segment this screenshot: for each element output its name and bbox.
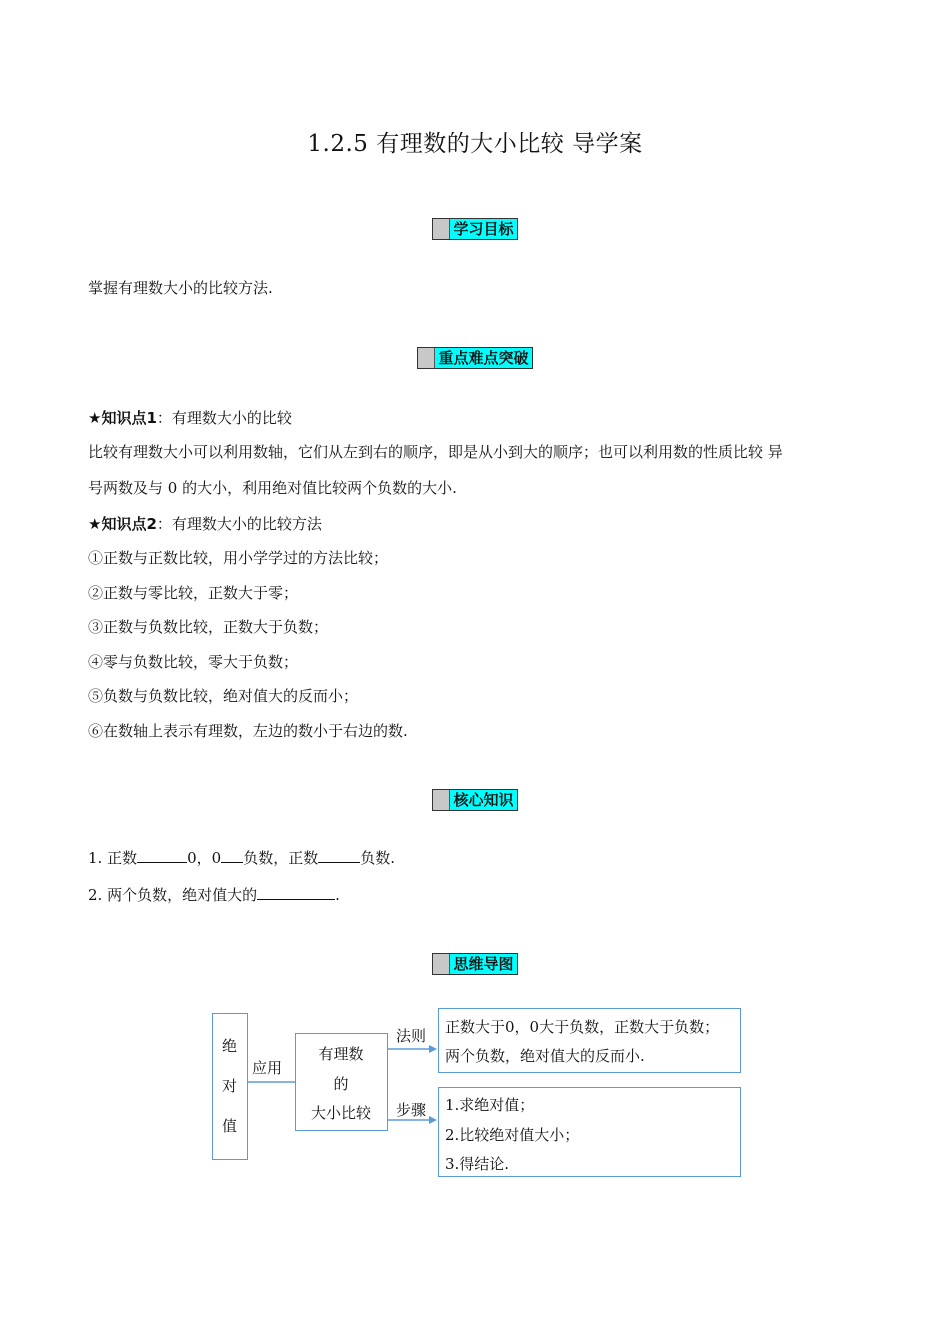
arrow-head-icon [429,1116,437,1124]
kp2-item: ④零与负数比较，零大于负数； [88,653,299,671]
section-core-label: 核心知识 [450,790,516,810]
kp1-label: ★知识点1 [88,409,157,427]
kp2-item: ⑥在数轴上表示有理数，左边的数小于右边的数. [88,722,408,740]
mindmap-steps-box [438,1087,741,1177]
kp2-title: ：有理数大小的比较方法 [156,515,322,533]
center-line: 有理数 [318,1045,364,1063]
q1-text: 负数，正数 [243,849,319,867]
step-label: 步骤 [396,1101,427,1119]
q1-text: 负数. [360,849,395,867]
arrow-head-icon [429,1045,437,1053]
goals-text: 掌握有理数大小的比较方法. [88,279,273,297]
kp2-item: ①正数与正数比较，用小学学过的方法比较； [88,549,389,567]
step-item: 3.得结论. [445,1155,510,1173]
section-goals-label: 学习目标 [450,219,516,239]
page-title: 1.2.5 有理数的大小比较 导学案 [307,131,643,157]
kp1-line1: 比较有理数大小可以利用数轴，它们从左到右的顺序，即是从小到大的顺序；也可以利用数的性质比较 异 [88,443,783,461]
step-item: 2.比较绝对值大小； [445,1126,580,1144]
mindmap-rule-box [438,1008,741,1073]
section-mindmap-label: 思维导图 [450,954,516,974]
rule-line: 两个负数，绝对值大的反而小. [445,1047,645,1065]
left-char: 绝 [222,1037,238,1055]
rule-label: 法则 [396,1027,427,1045]
q2-text: . [335,886,340,904]
kp2-label: ★知识点2 [88,515,157,533]
kp2-item: ⑤负数与负数比较，绝对值大的反而小； [88,687,359,705]
rule-line: 正数大于0，0大于负数，正数大于负数； [445,1018,720,1036]
kp2-item: ③正数与负数比较，正数大于负数； [88,618,329,636]
center-line: 大小比较 [310,1104,371,1122]
left-char: 值 [222,1117,238,1135]
center-line: 的 [333,1075,349,1093]
q1-text: 0，0 [187,849,222,867]
q1-text: 1. 正数 [88,849,138,867]
kp1-line2: 号两数及与 0 的大小，利用绝对值比较两个负数的大小. [88,479,457,497]
apply-label: 应用 [252,1059,283,1077]
kp2-item: ②正数与零比较，正数大于零； [88,584,299,602]
step-item: 1.求绝对值； [445,1096,535,1114]
q2-text: 2. 两个负数，绝对值大的 [88,886,258,904]
section-key-points-label: 重点难点突破 [435,348,531,368]
left-char: 对 [222,1077,238,1095]
kp1-title: ：有理数大小的比较 [156,409,292,427]
